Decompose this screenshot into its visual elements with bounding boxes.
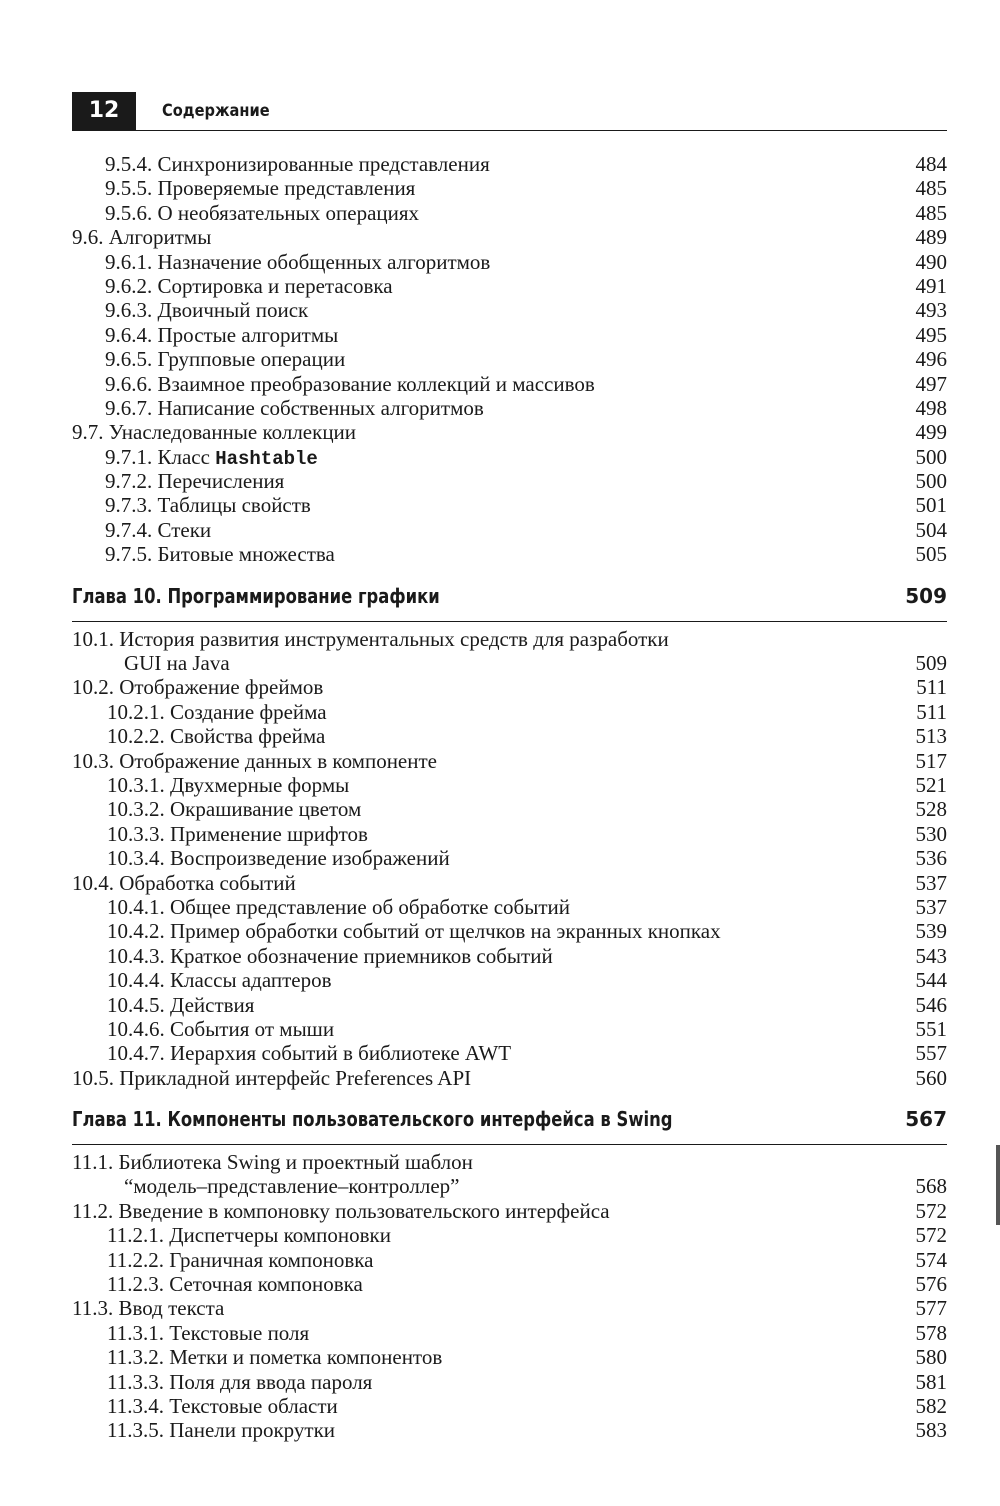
toc-entry-title: 10.4.4. Классы адаптеров	[107, 968, 332, 993]
toc-entry-page: 572	[915, 1223, 947, 1248]
toc-entry-title: 11.3.5. Панели прокрутки	[107, 1418, 336, 1443]
toc-entry[interactable]	[72, 445, 947, 469]
toc-entry[interactable]	[72, 1199, 947, 1223]
toc-entry-title: 9.7.2. Перечисления	[105, 469, 285, 494]
toc-entry-page: 572	[915, 1198, 947, 1223]
toc-entry-page: 537	[915, 894, 947, 919]
toc-entry-page: 485	[915, 176, 947, 201]
toc-entry-title: 11.2. Введение в компоновку пользовательского интерфейса	[72, 1198, 610, 1223]
toc-entry-title: 9.5.5. Проверяемые представления	[105, 176, 416, 201]
toc-entry-title: 9.7.4. Стеки	[105, 517, 212, 542]
toc-entry-title: 11.1. Библиотека Swing и проектный шаблон	[72, 1150, 473, 1175]
toc-entry-page: 581	[915, 1369, 947, 1394]
toc-entry-title: 11.2.1. Диспетчеры компоновки	[107, 1223, 391, 1248]
toc-entry[interactable]	[72, 469, 947, 493]
toc-entry-title: 10.5. Прикладной интерфейс Preferences API	[72, 1065, 472, 1090]
toc-entry-page: 583	[915, 1418, 947, 1443]
toc-entry-page: 568	[915, 1174, 947, 1199]
toc-entry[interactable]	[72, 919, 947, 943]
toc-entry-title: 9.6.7. Написание собственных алгоритмов	[105, 395, 484, 420]
toc-entry-page: 560	[915, 1065, 947, 1090]
toc-entry[interactable]	[72, 993, 947, 1017]
toc-entry-page: 528	[915, 797, 947, 822]
toc-entry[interactable]	[72, 518, 947, 542]
chapter-10-heading[interactable]	[72, 567, 947, 622]
toc-entry-title: 11.3.1. Текстовые поля	[107, 1320, 310, 1345]
toc-entry[interactable]	[72, 542, 947, 566]
toc-entry-title: 10.2. Отображение фреймов	[72, 675, 324, 700]
toc-entry-page: 495	[915, 322, 947, 347]
toc-entry[interactable]	[72, 1223, 947, 1247]
toc-entry-page: 511	[916, 675, 947, 700]
chapter-title: Глава 10. Программирование графики	[72, 583, 440, 608]
toc-entry[interactable]	[72, 700, 947, 724]
toc-entry[interactable]	[72, 1017, 947, 1041]
toc-entry-page: 543	[915, 943, 947, 968]
toc-entry-title: 9.6.6. Взаимное преобразование коллекций и массивов	[105, 371, 595, 396]
toc-entry-page: 530	[915, 821, 947, 846]
toc-entry[interactable]	[72, 274, 947, 298]
toc-entry-page: 484	[915, 152, 947, 176]
toc-entry[interactable]	[72, 298, 947, 322]
toc-entry-title: 11.3.4. Текстовые области	[107, 1394, 338, 1418]
toc-entry-page: 485	[915, 200, 947, 225]
toc-entry-page: 513	[915, 724, 947, 749]
toc-entry[interactable]	[72, 201, 947, 225]
toc-entry-title-continued: “модель–представление–контроллер”	[124, 1174, 460, 1199]
toc-entry[interactable]	[72, 822, 947, 846]
toc-entry[interactable]	[72, 968, 947, 992]
toc-entry[interactable]	[72, 372, 947, 396]
toc-entry[interactable]	[72, 1345, 947, 1369]
page-edge-tab	[996, 1145, 1000, 1225]
chapter-title: Глава 11. Компоненты пользовательского интерфейса в Swing	[72, 1107, 673, 1132]
toc-entry[interactable]	[72, 420, 947, 444]
toc-entry-page: 521	[915, 773, 947, 797]
toc-entry-page: 489	[915, 225, 947, 250]
toc-entry-page: 574	[915, 1247, 947, 1272]
toc-entry-title: 10.2.1. Создание фрейма	[107, 699, 327, 724]
toc-entry[interactable]	[72, 1296, 947, 1320]
toc-entry[interactable]	[72, 627, 947, 676]
toc-entry-page: 500	[915, 444, 947, 469]
toc-entry-title: 9.5.6. О необязательных операциях	[105, 200, 420, 225]
toc-entry-title: 9.7.5. Битовые множества	[105, 542, 335, 567]
chapter-page: 567	[905, 1107, 947, 1132]
toc-entry-title: 9.5.4. Синхронизированные представления	[105, 152, 490, 176]
toc-entry[interactable]	[72, 1248, 947, 1272]
toc-entry-page: 517	[915, 748, 947, 773]
toc-entry[interactable]	[72, 250, 947, 274]
page-header	[72, 92, 947, 131]
toc-entry[interactable]	[72, 225, 947, 249]
toc-entry-title: 9.6.3. Двоичный поиск	[105, 298, 309, 323]
toc-entry[interactable]	[72, 749, 947, 773]
toc-entry-page: 580	[915, 1345, 947, 1370]
toc-entry-page: 501	[915, 493, 947, 518]
toc-entry-title: 9.6.5. Групповые операции	[105, 347, 346, 372]
toc-entry[interactable]	[72, 871, 947, 895]
toc-entry-title: 10.4.6. События от мыши	[107, 1016, 335, 1041]
toc-entry-title: 9.7.3. Таблицы свойств	[105, 493, 311, 518]
toc-entry-title: 10.3.2. Окрашивание цветом	[107, 797, 362, 822]
toc-entry[interactable]	[72, 1394, 947, 1418]
toc-entry-page: 578	[915, 1320, 947, 1345]
toc-entry-page: 497	[915, 371, 947, 396]
toc-entry-title: 10.4.1. Общее представление об обработке событий	[107, 894, 570, 919]
toc-entry-title: 10.3.4. Воспроизведение изображений	[107, 846, 450, 871]
toc-entry-title: 11.2.3. Сеточная компоновка	[107, 1272, 363, 1297]
toc-entry[interactable]	[72, 347, 947, 371]
toc-entry-title: 11.3. Ввод текста	[72, 1296, 225, 1321]
toc-entry-page: 511	[916, 699, 947, 724]
toc-entry-page: 498	[915, 395, 947, 420]
toc-entry-title: 9.6.4. Простые алгоритмы	[105, 322, 339, 347]
toc-entry-title: 10.3.3. Применение шрифтов	[107, 821, 368, 846]
toc-entry[interactable]	[72, 724, 947, 748]
toc-entry-page: 505	[915, 542, 947, 567]
toc-entry-page: 493	[915, 298, 947, 323]
running-title: Содержание	[162, 101, 270, 121]
toc-entry-page: 557	[915, 1041, 947, 1066]
toc-entry-title: 11.3.3. Поля для ввода пароля	[107, 1369, 373, 1394]
table-of-contents	[72, 152, 947, 1443]
toc-entry-page: 490	[915, 249, 947, 274]
toc-entry-title: 10.3. Отображение данных в компоненте	[72, 748, 437, 773]
toc-entry-title: 10.4.3. Краткое обозначение приемников событий	[107, 943, 553, 968]
toc-entry-title: 10.2.2. Свойства фрейма	[107, 724, 326, 749]
page-number: 12	[72, 92, 136, 130]
toc-entry-page: 551	[915, 1016, 947, 1041]
toc-entry-title: 10.1. История развития инструментальных средств для разработки	[72, 626, 669, 651]
toc-entry-title: 9.6.1. Назначение обобщенных алгоритмов	[105, 249, 491, 274]
toc-entry-page: 544	[915, 968, 947, 993]
toc-entry-page: 499	[915, 420, 947, 445]
toc-entry-page: 576	[915, 1272, 947, 1297]
toc-entry-title: 10.4. Обработка событий	[72, 870, 296, 895]
toc-entry[interactable]	[72, 396, 947, 420]
toc-entry[interactable]	[72, 1041, 947, 1065]
chapter-11-heading[interactable]	[72, 1090, 947, 1145]
toc-entry[interactable]	[72, 944, 947, 968]
toc-entry-title: 9.6.2. Сортировка и перетасовка	[105, 273, 393, 298]
toc-entry[interactable]	[72, 797, 947, 821]
toc-entry[interactable]	[72, 895, 947, 919]
toc-entry-page: 491	[915, 273, 947, 298]
toc-entry-page: 577	[915, 1296, 947, 1321]
toc-entry[interactable]	[72, 176, 947, 200]
toc-entry[interactable]	[72, 152, 947, 176]
toc-entry-title-continued: GUI на Java	[124, 651, 230, 676]
toc-entry[interactable]	[72, 1370, 947, 1394]
toc-entry[interactable]	[72, 1321, 947, 1345]
toc-entry-page: 509	[915, 651, 947, 676]
toc-entry[interactable]	[72, 846, 947, 870]
toc-entry-title: 9.7. Унаследованные коллекции	[72, 420, 357, 445]
toc-entry[interactable]	[72, 1418, 947, 1442]
toc-entry-title: 9.7.1. Класс	[105, 444, 216, 469]
toc-entry-title: 10.3.1. Двухмерные формы	[107, 773, 350, 797]
toc-entry[interactable]	[72, 773, 947, 797]
toc-entry[interactable]	[72, 675, 947, 699]
toc-entry-title: 10.4.2. Пример обработки событий от щелчков на экранных кнопках	[107, 919, 721, 944]
code-class-name: Hashtable	[215, 447, 318, 470]
toc-entry-page: 500	[915, 469, 947, 494]
toc-entry-page: 582	[915, 1394, 947, 1418]
toc-entry[interactable]	[72, 1066, 947, 1090]
toc-entry[interactable]	[72, 493, 947, 517]
toc-entry-title: 11.3.2. Метки и пометка компонентов	[107, 1345, 443, 1370]
toc-entry[interactable]	[72, 1272, 947, 1296]
toc-entry-title: 10.4.5. Действия	[107, 992, 255, 1017]
toc-entry-title: 11.2.2. Граничная компоновка	[107, 1247, 374, 1272]
toc-entry-page: 504	[915, 517, 947, 542]
toc-entry-page: 536	[915, 846, 947, 871]
toc-entry-title: 10.4.7. Иерархия событий в библиотеке AWT	[107, 1041, 512, 1066]
toc-entry-page: 537	[915, 870, 947, 895]
toc-entry-title-wrapper	[105, 445, 318, 471]
toc-entry-page: 546	[915, 992, 947, 1017]
toc-entry-page: 496	[915, 347, 947, 372]
toc-entry[interactable]	[72, 323, 947, 347]
toc-entry-page: 539	[915, 919, 947, 944]
toc-entry[interactable]	[72, 1150, 947, 1199]
chapter-page: 509	[905, 583, 947, 608]
toc-entry-title: 9.6. Алгоритмы	[72, 225, 212, 250]
